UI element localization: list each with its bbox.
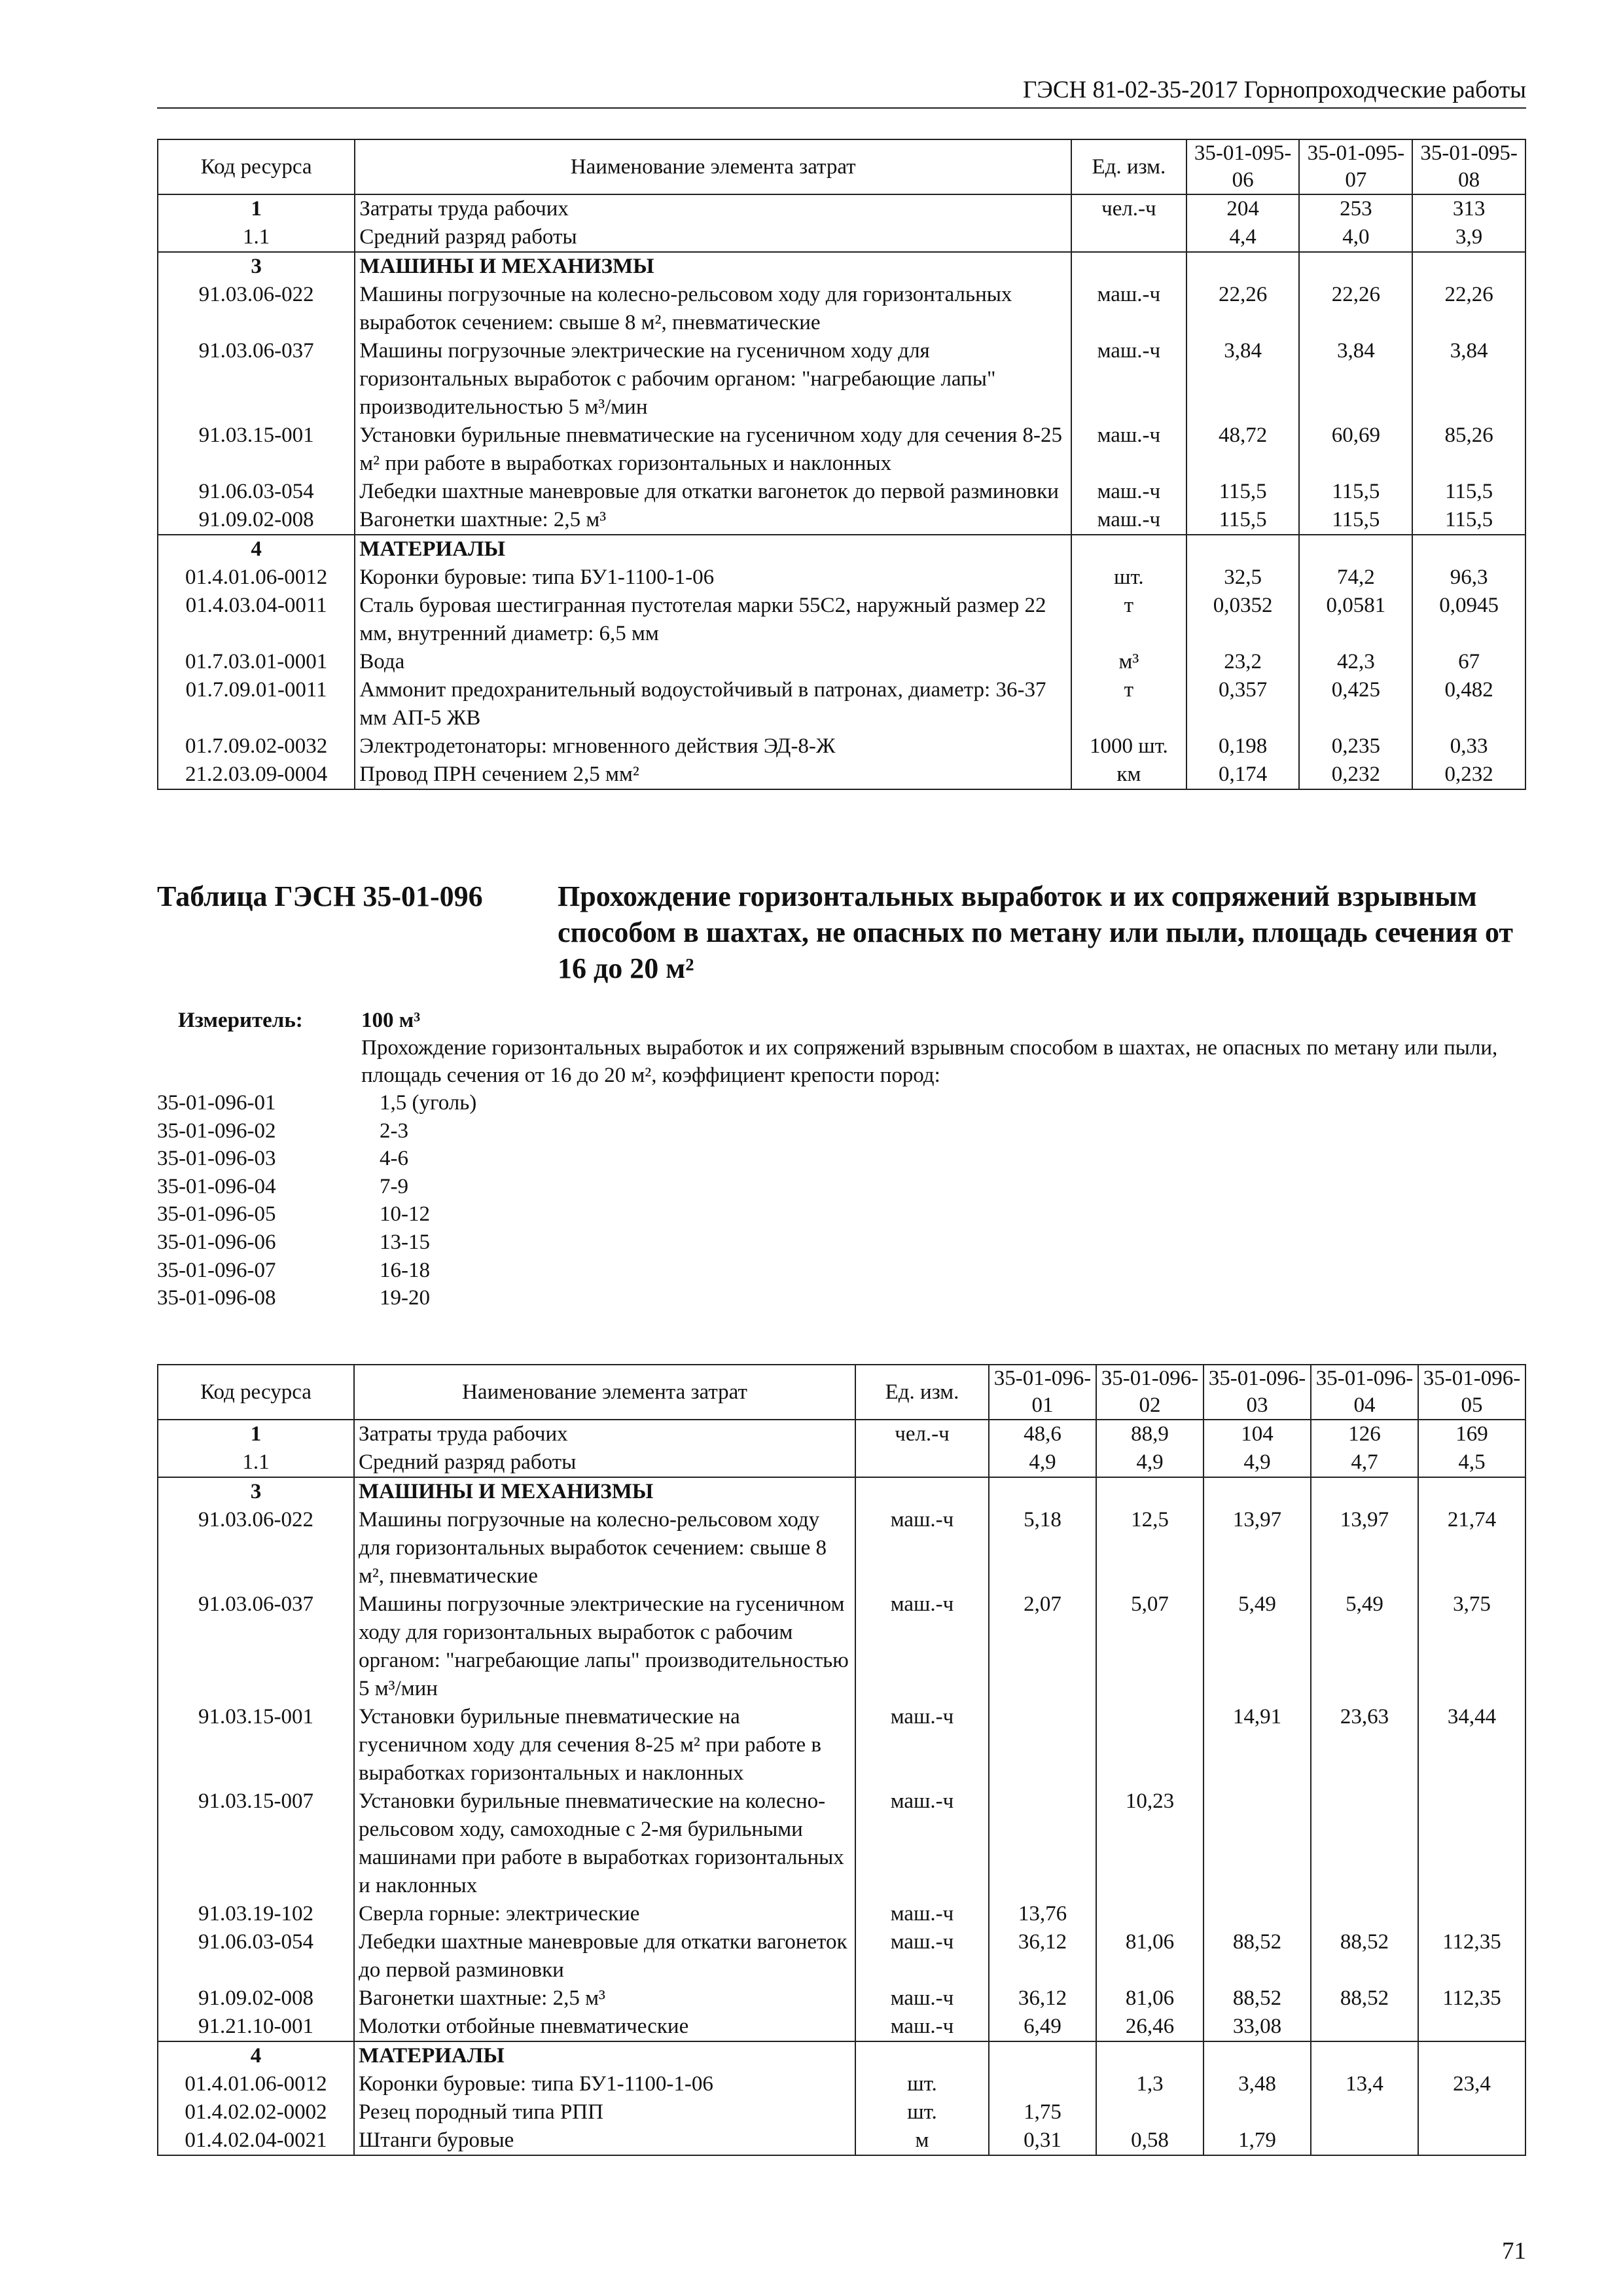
- row-code: 01.7.03.01-0001: [158, 648, 355, 676]
- row-value: 0,232: [1299, 761, 1412, 789]
- row-value: 104: [1204, 1420, 1311, 1448]
- row-code: 91.03.06-037: [158, 1590, 354, 1703]
- table-group-machines: [158, 1477, 1525, 2041]
- row-value: 3,75: [1418, 1590, 1525, 1703]
- row-value: [1418, 2098, 1525, 2126]
- row-value: [1096, 2098, 1204, 2126]
- row-unit: маш.-ч: [1071, 478, 1186, 506]
- row-unit: км: [1071, 761, 1186, 789]
- row-name: Резец породный типа РПП: [354, 2098, 855, 2126]
- table-row: [158, 1506, 1525, 1590]
- table-row: [158, 1420, 1525, 1448]
- row-unit: маш.-ч: [855, 1900, 989, 1928]
- table-row: [158, 281, 1525, 337]
- row-code: 91.09.02-008: [158, 506, 355, 535]
- measure-unit: 100 м³: [361, 1009, 421, 1032]
- row-value: 0,58: [1096, 2126, 1204, 2155]
- row-value: [1311, 2013, 1418, 2041]
- row-value: 4,9: [1204, 1448, 1311, 1477]
- table-row: [158, 1928, 1525, 1984]
- row-value: 4,5: [1418, 1448, 1525, 1477]
- row-value: 204: [1186, 194, 1300, 223]
- row-value: 96,3: [1412, 564, 1525, 592]
- row-value: 3,84: [1186, 337, 1300, 422]
- row-value: 23,4: [1418, 2070, 1525, 2098]
- row-unit: т: [1071, 676, 1186, 732]
- row-code: 91.03.15-001: [158, 1703, 354, 1787]
- row-code: 91.09.02-008: [158, 1984, 354, 2013]
- row-code: 91.03.06-037: [158, 337, 355, 422]
- page-header: ГЭСН 81-02-35-2017 Горнопроходческие работы: [157, 73, 1526, 109]
- row-value: 0,33: [1412, 732, 1525, 761]
- row-value: 3,84: [1299, 337, 1412, 422]
- measure-label: Измеритель:: [178, 1009, 303, 1032]
- header-norm-code: 35-01-096-02: [1096, 1365, 1204, 1420]
- row-unit: т: [1071, 592, 1186, 648]
- row-code: 4: [158, 2041, 354, 2070]
- row-value: 0,0945: [1412, 592, 1525, 648]
- row-name: Аммонит предохранительный водоустойчивый в патронах, диаметр: 36-37 мм АП-5 ЖВ: [355, 676, 1071, 732]
- row-value: [1311, 2126, 1418, 2155]
- row-value: 13,97: [1204, 1506, 1311, 1590]
- row-value: 81,06: [1096, 1928, 1204, 1984]
- row-unit: чел.-ч: [855, 1420, 989, 1448]
- row-unit: маш.-ч: [1071, 337, 1186, 422]
- row-value: 253: [1299, 194, 1412, 223]
- row-value: 3,48: [1204, 2070, 1311, 2098]
- row-name: Установки бурильные пневматические на гусеничном ходу для сечения 8-25 м² при работе в выработках горизонтальных и наклонных: [355, 422, 1071, 478]
- row-code: 91.03.06-022: [158, 1506, 354, 1590]
- row-name: Коронки буровые: типа БУ1-1100-1-06: [354, 2070, 855, 2098]
- row-value: 14,91: [1204, 1703, 1311, 1787]
- table-group-materials: [158, 535, 1525, 789]
- row-code: 1.1: [158, 223, 355, 252]
- row-value: 1,79: [1204, 2126, 1311, 2155]
- table-row: [158, 592, 1525, 648]
- row-value: 13,97: [1311, 1506, 1418, 1590]
- row-value: 33,08: [1204, 2013, 1311, 2041]
- row-code: 01.4.01.06-0012: [158, 564, 355, 592]
- row-name: Затраты труда рабочих: [354, 1420, 855, 1448]
- table-row: [158, 1703, 1525, 1787]
- row-value: 115,5: [1412, 478, 1525, 506]
- row-name: Вода: [355, 648, 1071, 676]
- table-row: [158, 422, 1525, 478]
- rock-hardness: 7-9: [380, 1174, 408, 1198]
- row-code: 01.7.09.02-0032: [158, 732, 355, 761]
- row-value: 4,9: [1096, 1448, 1204, 1477]
- row-code: 1: [158, 194, 355, 223]
- table-row: [158, 2126, 1525, 2155]
- row-value: 0,0581: [1299, 592, 1412, 648]
- table-row: [158, 676, 1525, 732]
- row-code: 4: [158, 535, 355, 564]
- table-row: [158, 761, 1525, 789]
- row-unit: маш.-ч: [855, 1590, 989, 1703]
- row-unit: маш.-ч: [855, 2013, 989, 2041]
- row-value: 10,23: [1096, 1787, 1204, 1900]
- row-name: Средний разряд работы: [354, 1448, 855, 1477]
- row-unit: [855, 1448, 989, 1477]
- row-value: 169: [1418, 1420, 1525, 1448]
- norm-code: 35-01-096-05: [157, 1202, 276, 1227]
- row-unit: маш.-ч: [855, 1506, 989, 1590]
- rock-hardness: 10-12: [380, 1202, 430, 1227]
- row-unit: 1000 шт.: [1071, 732, 1186, 761]
- table-row: [158, 2070, 1525, 2098]
- row-value: 0,425: [1299, 676, 1412, 732]
- row-code: 3: [158, 252, 355, 281]
- row-value: 22,26: [1299, 281, 1412, 337]
- row-value: [1418, 2126, 1525, 2155]
- row-code: 3: [158, 1477, 354, 1506]
- row-code: 01.4.02.04-0021: [158, 2126, 354, 2155]
- row-value: 5,18: [989, 1506, 1096, 1590]
- row-value: 21,74: [1418, 1506, 1525, 1590]
- row-value: 12,5: [1096, 1506, 1204, 1590]
- row-value: 22,26: [1412, 281, 1525, 337]
- row-unit: маш.-ч: [855, 1703, 989, 1787]
- row-name: Установки бурильные пневматические на колесно-рельсовом ходу, самоходные с 2-мя бурильными машинами при работе в выработках горизонтальных и наклонных: [354, 1787, 855, 1900]
- row-code: 91.21.10-001: [158, 2013, 354, 2041]
- table-header-row: [158, 1365, 1525, 1420]
- row-value: 5,49: [1311, 1590, 1418, 1703]
- row-code: 91.06.03-054: [158, 478, 355, 506]
- table-group-labor: [158, 194, 1525, 252]
- table-row: [158, 732, 1525, 761]
- row-value: 1,3: [1096, 2070, 1204, 2098]
- row-name: Машины погрузочные на колесно-рельсовом ходу для горизонтальных выработок сечением: свыше 8 м², пневматические: [355, 281, 1071, 337]
- row-value: 60,69: [1299, 422, 1412, 478]
- norm-code: 35-01-096-03: [157, 1147, 276, 1171]
- row-value: [1311, 2098, 1418, 2126]
- norm-code: 35-01-096-08: [157, 1286, 276, 1310]
- row-value: [1311, 1787, 1418, 1900]
- section-row: [158, 252, 1525, 281]
- section-row: [158, 2041, 1525, 2070]
- header-norm-code: 35-01-096-05: [1418, 1365, 1525, 1420]
- row-unit: м³: [1071, 648, 1186, 676]
- row-unit: шт.: [855, 2098, 989, 2126]
- rock-hardness: 2-3: [380, 1119, 408, 1143]
- header-norm-code: 35-01-096-04: [1311, 1365, 1418, 1420]
- row-value: 112,35: [1418, 1928, 1525, 1984]
- table-row: [158, 2013, 1525, 2041]
- row-value: 5,49: [1204, 1590, 1311, 1703]
- table-header-row: [158, 139, 1525, 194]
- row-name: Машины погрузочные на колесно-рельсовом ходу для горизонтальных выработок сечением: свыше 8 м², пневматические: [354, 1506, 855, 1590]
- row-code: 01.7.09.01-0011: [158, 676, 355, 732]
- row-value: [1204, 1900, 1311, 1928]
- row-name: Сталь буровая шестигранная пустотелая марки 55С2, наружный размер 22 мм, внутренний диаметр: 6,5 мм: [355, 592, 1071, 648]
- header-resource-code: Код ресурса: [158, 139, 355, 194]
- rock-hardness: 4-6: [380, 1147, 408, 1171]
- row-name: Установки бурильные пневматические на гусеничном ходу для сечения 8-25 м² при работе в выработках горизонтальных и наклонных: [354, 1703, 855, 1787]
- row-value: 4,7: [1311, 1448, 1418, 1477]
- rock-hardness: 16-18: [380, 1258, 430, 1282]
- table-group-machines: [158, 252, 1525, 535]
- table-row: [158, 1448, 1525, 1477]
- section-row: [158, 535, 1525, 564]
- row-value: 2,07: [989, 1590, 1096, 1703]
- row-value: 115,5: [1299, 506, 1412, 535]
- row-code: 1: [158, 1420, 354, 1448]
- table-row: [158, 1787, 1525, 1900]
- row-unit: [1071, 223, 1186, 252]
- row-unit: маш.-ч: [855, 1928, 989, 1984]
- row-code: 91.03.15-007: [158, 1787, 354, 1900]
- row-value: 0,198: [1186, 732, 1300, 761]
- header-norm-code: 35-01-096-03: [1204, 1365, 1311, 1420]
- row-value: [1418, 1900, 1525, 1928]
- row-value: 4,0: [1299, 223, 1412, 252]
- row-value: 3,9: [1412, 223, 1525, 252]
- row-code: 1.1: [158, 1448, 354, 1477]
- rock-hardness: 1,5 (уголь): [380, 1091, 477, 1115]
- table-label: Таблица ГЭСН 35-01-096: [157, 880, 483, 912]
- row-name: Провод ПРН сечением 2,5 мм²: [355, 761, 1071, 789]
- row-value: 6,49: [989, 2013, 1096, 2041]
- row-value: 88,52: [1204, 1984, 1311, 2013]
- table-row: [158, 506, 1525, 535]
- resource-table-096: [157, 1364, 1526, 2156]
- row-value: 0,232: [1412, 761, 1525, 789]
- row-value: 313: [1412, 194, 1525, 223]
- section-title: МАТЕРИАЛЫ: [354, 2041, 855, 2070]
- row-value: 26,46: [1096, 2013, 1204, 2041]
- row-name: Машины погрузочные электрические на гусеничном ходу для горизонтальных выработок с рабочим органом: "нагребающие лапы" производительностью 5 м³/мин: [354, 1590, 855, 1703]
- table-row: [158, 194, 1525, 223]
- row-value: 13,76: [989, 1900, 1096, 1928]
- row-name: Вагонетки шахтные: 2,5 м³: [354, 1984, 855, 2013]
- table-row: [158, 478, 1525, 506]
- section-title: МАШИНЫ И МЕХАНИЗМЫ: [355, 252, 1071, 281]
- row-value: 88,9: [1096, 1420, 1204, 1448]
- row-value: [1418, 2013, 1525, 2041]
- row-value: 23,2: [1186, 648, 1300, 676]
- section-title: МАТЕРИАЛЫ: [355, 535, 1071, 564]
- row-value: [1311, 1900, 1418, 1928]
- row-unit: маш.-ч: [1071, 281, 1186, 337]
- table-row: [158, 1590, 1525, 1703]
- row-name: Электродетонаторы: мгновенного действия ЭД-8-Ж: [355, 732, 1071, 761]
- row-name: Коронки буровые: типа БУ1-1100-1-06: [355, 564, 1071, 592]
- row-value: [1204, 1787, 1311, 1900]
- row-code: 01.4.03.04-0011: [158, 592, 355, 648]
- row-value: 88,52: [1311, 1928, 1418, 1984]
- row-value: 74,2: [1299, 564, 1412, 592]
- row-value: [1204, 2098, 1311, 2126]
- row-name: Молотки отбойные пневматические: [354, 2013, 855, 2041]
- row-unit: маш.-ч: [855, 1787, 989, 1900]
- row-value: 0,0352: [1186, 592, 1300, 648]
- table-row: [158, 564, 1525, 592]
- rock-hardness: 19-20: [380, 1286, 430, 1310]
- row-value: [1418, 1787, 1525, 1900]
- row-value: 126: [1311, 1420, 1418, 1448]
- row-value: 22,26: [1186, 281, 1300, 337]
- header-resource-code: Код ресурса: [158, 1365, 354, 1420]
- row-value: 0,357: [1186, 676, 1300, 732]
- norm-code: 35-01-096-01: [157, 1091, 276, 1115]
- row-unit: чел.-ч: [1071, 194, 1186, 223]
- row-name: Машины погрузочные электрические на гусеничном ходу для горизонтальных выработок с рабочим органом: "нагребающие лапы" производительностью 5 м³/мин: [355, 337, 1071, 422]
- row-value: 115,5: [1186, 506, 1300, 535]
- row-value: 13,4: [1311, 2070, 1418, 2098]
- table-row: [158, 1900, 1525, 1928]
- row-value: 112,35: [1418, 1984, 1525, 2013]
- row-value: 48,6: [989, 1420, 1096, 1448]
- header-unit: Ед. изм.: [855, 1365, 989, 1420]
- norm-code: 35-01-096-06: [157, 1230, 276, 1254]
- row-value: 0,235: [1299, 732, 1412, 761]
- header-cost-element: Наименование элемента затрат: [355, 139, 1071, 194]
- row-code: 01.4.02.02-0002: [158, 2098, 354, 2126]
- table-row: [158, 648, 1525, 676]
- row-code: 91.03.15-001: [158, 422, 355, 478]
- table-title-text: Прохождение горизонтальных выработок и их сопряжений взрывным способом в шахтах, не опасных по метану или пыли, площадь сечения от 16 до 20 м²: [558, 880, 1513, 984]
- row-value: 1,75: [989, 2098, 1096, 2126]
- header-norm-code: 35-01-095-06: [1186, 139, 1300, 194]
- header-norm-code: 35-01-096-01: [989, 1365, 1096, 1420]
- header-norm-code: 35-01-095-08: [1412, 139, 1525, 194]
- table-group-labor: [158, 1420, 1525, 1477]
- row-code: 01.4.01.06-0012: [158, 2070, 354, 2098]
- row-unit: маш.-ч: [855, 1984, 989, 2013]
- row-value: [989, 2070, 1096, 2098]
- row-value: 3,84: [1412, 337, 1525, 422]
- row-value: 36,12: [989, 1984, 1096, 2013]
- row-unit: шт.: [855, 2070, 989, 2098]
- header-unit: Ед. изм.: [1071, 139, 1186, 194]
- row-value: 67: [1412, 648, 1525, 676]
- section-row: [158, 1477, 1525, 1506]
- row-value: 4,4: [1186, 223, 1300, 252]
- row-name: Лебедки шахтные маневровые для откатки вагонеток до первой разминовки: [354, 1928, 855, 1984]
- row-value: 88,52: [1204, 1928, 1311, 1984]
- row-value: 42,3: [1299, 648, 1412, 676]
- row-value: 115,5: [1299, 478, 1412, 506]
- row-value: [1096, 1900, 1204, 1928]
- norm-code: 35-01-096-07: [157, 1258, 276, 1282]
- row-value: 81,06: [1096, 1984, 1204, 2013]
- row-value: 4,9: [989, 1448, 1096, 1477]
- row-value: 48,72: [1186, 422, 1300, 478]
- row-code: 91.06.03-054: [158, 1928, 354, 1984]
- row-name: Средний разряд работы: [355, 223, 1071, 252]
- row-name: Сверла горные: электрические: [354, 1900, 855, 1928]
- row-code: 91.03.06-022: [158, 281, 355, 337]
- row-unit: маш.-ч: [1071, 422, 1186, 478]
- row-value: 0,174: [1186, 761, 1300, 789]
- row-value: [989, 1703, 1096, 1787]
- row-value: 88,52: [1311, 1984, 1418, 2013]
- row-value: 115,5: [1412, 506, 1525, 535]
- header-cost-element: Наименование элемента затрат: [354, 1365, 855, 1420]
- row-value: 0,31: [989, 2126, 1096, 2155]
- row-name: Лебедки шахтные маневровые для откатки вагонеток до первой разминовки: [355, 478, 1071, 506]
- row-value: 85,26: [1412, 422, 1525, 478]
- row-unit: шт.: [1071, 564, 1186, 592]
- table-row: [158, 1984, 1525, 2013]
- norm-code: 35-01-096-04: [157, 1174, 276, 1198]
- row-code: 91.03.19-102: [158, 1900, 354, 1928]
- measure-description: Прохождение горизонтальных выработок и их сопряжений взрывным способом в шахтах, не опасных по метану или пыли, площадь сечения от 16 до 20 м², коэффициент крепости пород:: [361, 1036, 1498, 1087]
- table-row: [158, 2098, 1525, 2126]
- table-group-materials: [158, 2041, 1525, 2155]
- row-name: Затраты труда рабочих: [355, 194, 1071, 223]
- row-value: [1096, 1703, 1204, 1787]
- table-row: [158, 223, 1525, 252]
- row-name: Вагонетки шахтные: 2,5 м³: [355, 506, 1071, 535]
- row-value: 0,482: [1412, 676, 1525, 732]
- row-name: Штанги буровые: [354, 2126, 855, 2155]
- section-title: МАШИНЫ И МЕХАНИЗМЫ: [354, 1477, 855, 1506]
- row-code: 21.2.03.09-0004: [158, 761, 355, 789]
- row-unit: м: [855, 2126, 989, 2155]
- row-value: 115,5: [1186, 478, 1300, 506]
- resource-table-095: [157, 139, 1526, 790]
- page-number: 71: [1502, 2238, 1526, 2265]
- row-value: 32,5: [1186, 564, 1300, 592]
- rock-hardness: 13-15: [380, 1230, 430, 1254]
- row-value: 34,44: [1418, 1703, 1525, 1787]
- norm-code: 35-01-096-02: [157, 1119, 276, 1143]
- row-value: 23,63: [1311, 1703, 1418, 1787]
- table-row: [158, 337, 1525, 422]
- row-value: [989, 1787, 1096, 1900]
- row-value: 5,07: [1096, 1590, 1204, 1703]
- row-unit: маш.-ч: [1071, 506, 1186, 535]
- header-norm-code: 35-01-095-07: [1299, 139, 1412, 194]
- row-value: 36,12: [989, 1928, 1096, 1984]
